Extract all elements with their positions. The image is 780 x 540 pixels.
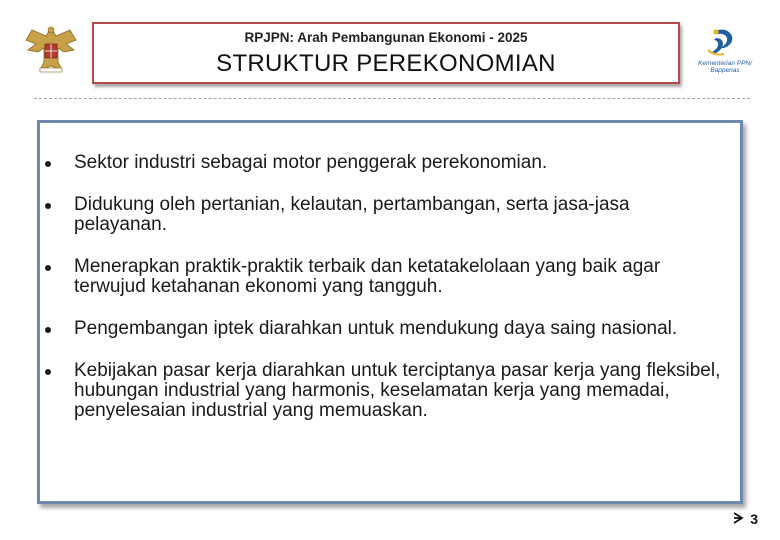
list-item [40, 257, 740, 297]
bappenas-logo-icon [694, 26, 756, 76]
header-box [92, 22, 680, 84]
bullet-text: Menerapkan praktik-praktik terbaik dan ketatakelolaan yang baik agar terwujud ketahanan ekonomi yang tangguh. [74, 256, 661, 297]
list-item [40, 361, 740, 421]
content-box [37, 120, 743, 504]
bullet-text: Pengembangan iptek diarahkan untuk mendukung daya saing nasional. [74, 318, 678, 339]
bullet-icon [45, 327, 51, 333]
list-item [40, 153, 740, 173]
bullet-list [40, 153, 740, 443]
logo-text [694, 60, 756, 74]
logo-line-1: Kementerian PPN/ [698, 60, 752, 67]
bullet-icon [45, 369, 51, 375]
garuda-emblem-icon [22, 22, 80, 74]
bullet-text: Didukung oleh pertanian, kelautan, pertambangan, serta jasa-jasa pelayanan. [74, 194, 630, 235]
page-nav[interactable] [732, 511, 758, 527]
list-item [40, 319, 740, 339]
bullet-icon [45, 203, 51, 209]
page-number: 3 [750, 511, 758, 527]
arrow-right-icon[interactable] [732, 511, 744, 527]
header-divider [34, 98, 750, 99]
page-title: STRUKTUR PEREKONOMIAN [216, 50, 556, 77]
list-item [40, 195, 740, 235]
bullet-icon [45, 265, 51, 271]
bullet-text: Kebijakan pasar kerja diarahkan untuk terciptanya pasar kerja yang fleksibel, hubungan industrial yang harmonis, keselamatan kerja yang memadai, penyelesaian industrial yang memuaskan. [74, 360, 721, 421]
logo-line-2: Bappenas [710, 67, 740, 74]
bullet-text: Sektor industri sebagai motor penggerak perekonomian. [74, 152, 548, 173]
header-subtitle: RPJPN: Arah Pembangunan Ekonomi - 2025 [244, 30, 528, 45]
bullet-icon [45, 161, 51, 167]
